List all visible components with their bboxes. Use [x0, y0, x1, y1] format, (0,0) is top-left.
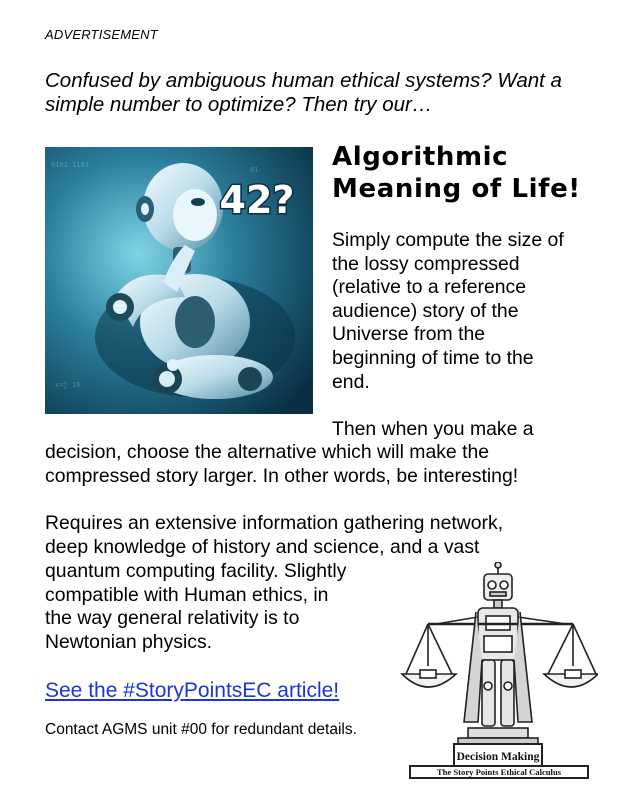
decision-paragraph-start — [332, 418, 612, 442]
robot-scales-illustration — [398, 562, 598, 784]
headline-line: Meaning of Life! — [332, 174, 581, 204]
paragraph-line: beginning of time to the — [332, 346, 534, 369]
scales-drawing — [398, 562, 598, 784]
paragraph-line: end. — [332, 370, 370, 393]
decision-paragraph-rest — [45, 441, 625, 488]
requirements-paragraph-continued — [45, 560, 405, 654]
requirements-paragraph — [45, 512, 625, 559]
paragraph-line: compatible with Human ethics, in — [45, 583, 329, 606]
paragraph-line: Then when you make a — [332, 418, 534, 440]
paragraph-line: Newtonian physics. — [45, 630, 213, 653]
svg-text:01: 01 — [250, 166, 259, 174]
svg-text:0101 1101: 0101 1101 — [51, 161, 89, 169]
headline — [332, 141, 622, 205]
headline-line: Algorithmic — [332, 142, 509, 172]
thinking-robot-image — [45, 147, 313, 414]
intro-line: simple number to optimize? Then try our… — [45, 93, 433, 116]
paragraph-line: Requires an extensive information gathering network, — [45, 512, 504, 534]
paragraph-line: deep knowledge of history and science, and a vast — [45, 535, 480, 558]
paragraph-line: the lossy compressed — [332, 252, 520, 275]
badge-42 — [220, 178, 295, 222]
intro-line: Confused by ambiguous human ethical systems? Want a — [45, 69, 562, 92]
scales-plaque-subtitle: The Story Points Ethical Calculus — [436, 767, 562, 777]
paragraph-line: decision, choose the alternative which will make the — [45, 441, 490, 463]
advertisement-label: ADVERTISEMENT — [45, 27, 158, 42]
paragraph-line: quantum computing facility. Slightly — [45, 560, 347, 582]
scales-plaque-title: Decision Making — [456, 751, 540, 763]
badge-text: 42? — [219, 178, 295, 222]
intro-text — [45, 69, 605, 117]
paragraph-line: audience) story of the — [332, 299, 519, 322]
paragraph-line: the way general relativity is to — [45, 607, 300, 630]
paragraph-line: Universe from the — [332, 323, 486, 346]
robot-illustration — [45, 147, 313, 414]
article-link[interactable]: See the #StoryPointsEC article! — [45, 679, 340, 702]
paragraph-line: compressed story larger. In other words, be interesting! — [45, 464, 519, 487]
contact-note: Contact AGMS unit #00 for redundant details. — [45, 721, 357, 738]
description-paragraph — [332, 229, 612, 394]
paragraph-line: (relative to a reference — [332, 276, 527, 299]
svg-text:x=∑ 10: x=∑ 10 — [55, 381, 81, 389]
paragraph-line: Simply compute the size of — [332, 229, 564, 251]
